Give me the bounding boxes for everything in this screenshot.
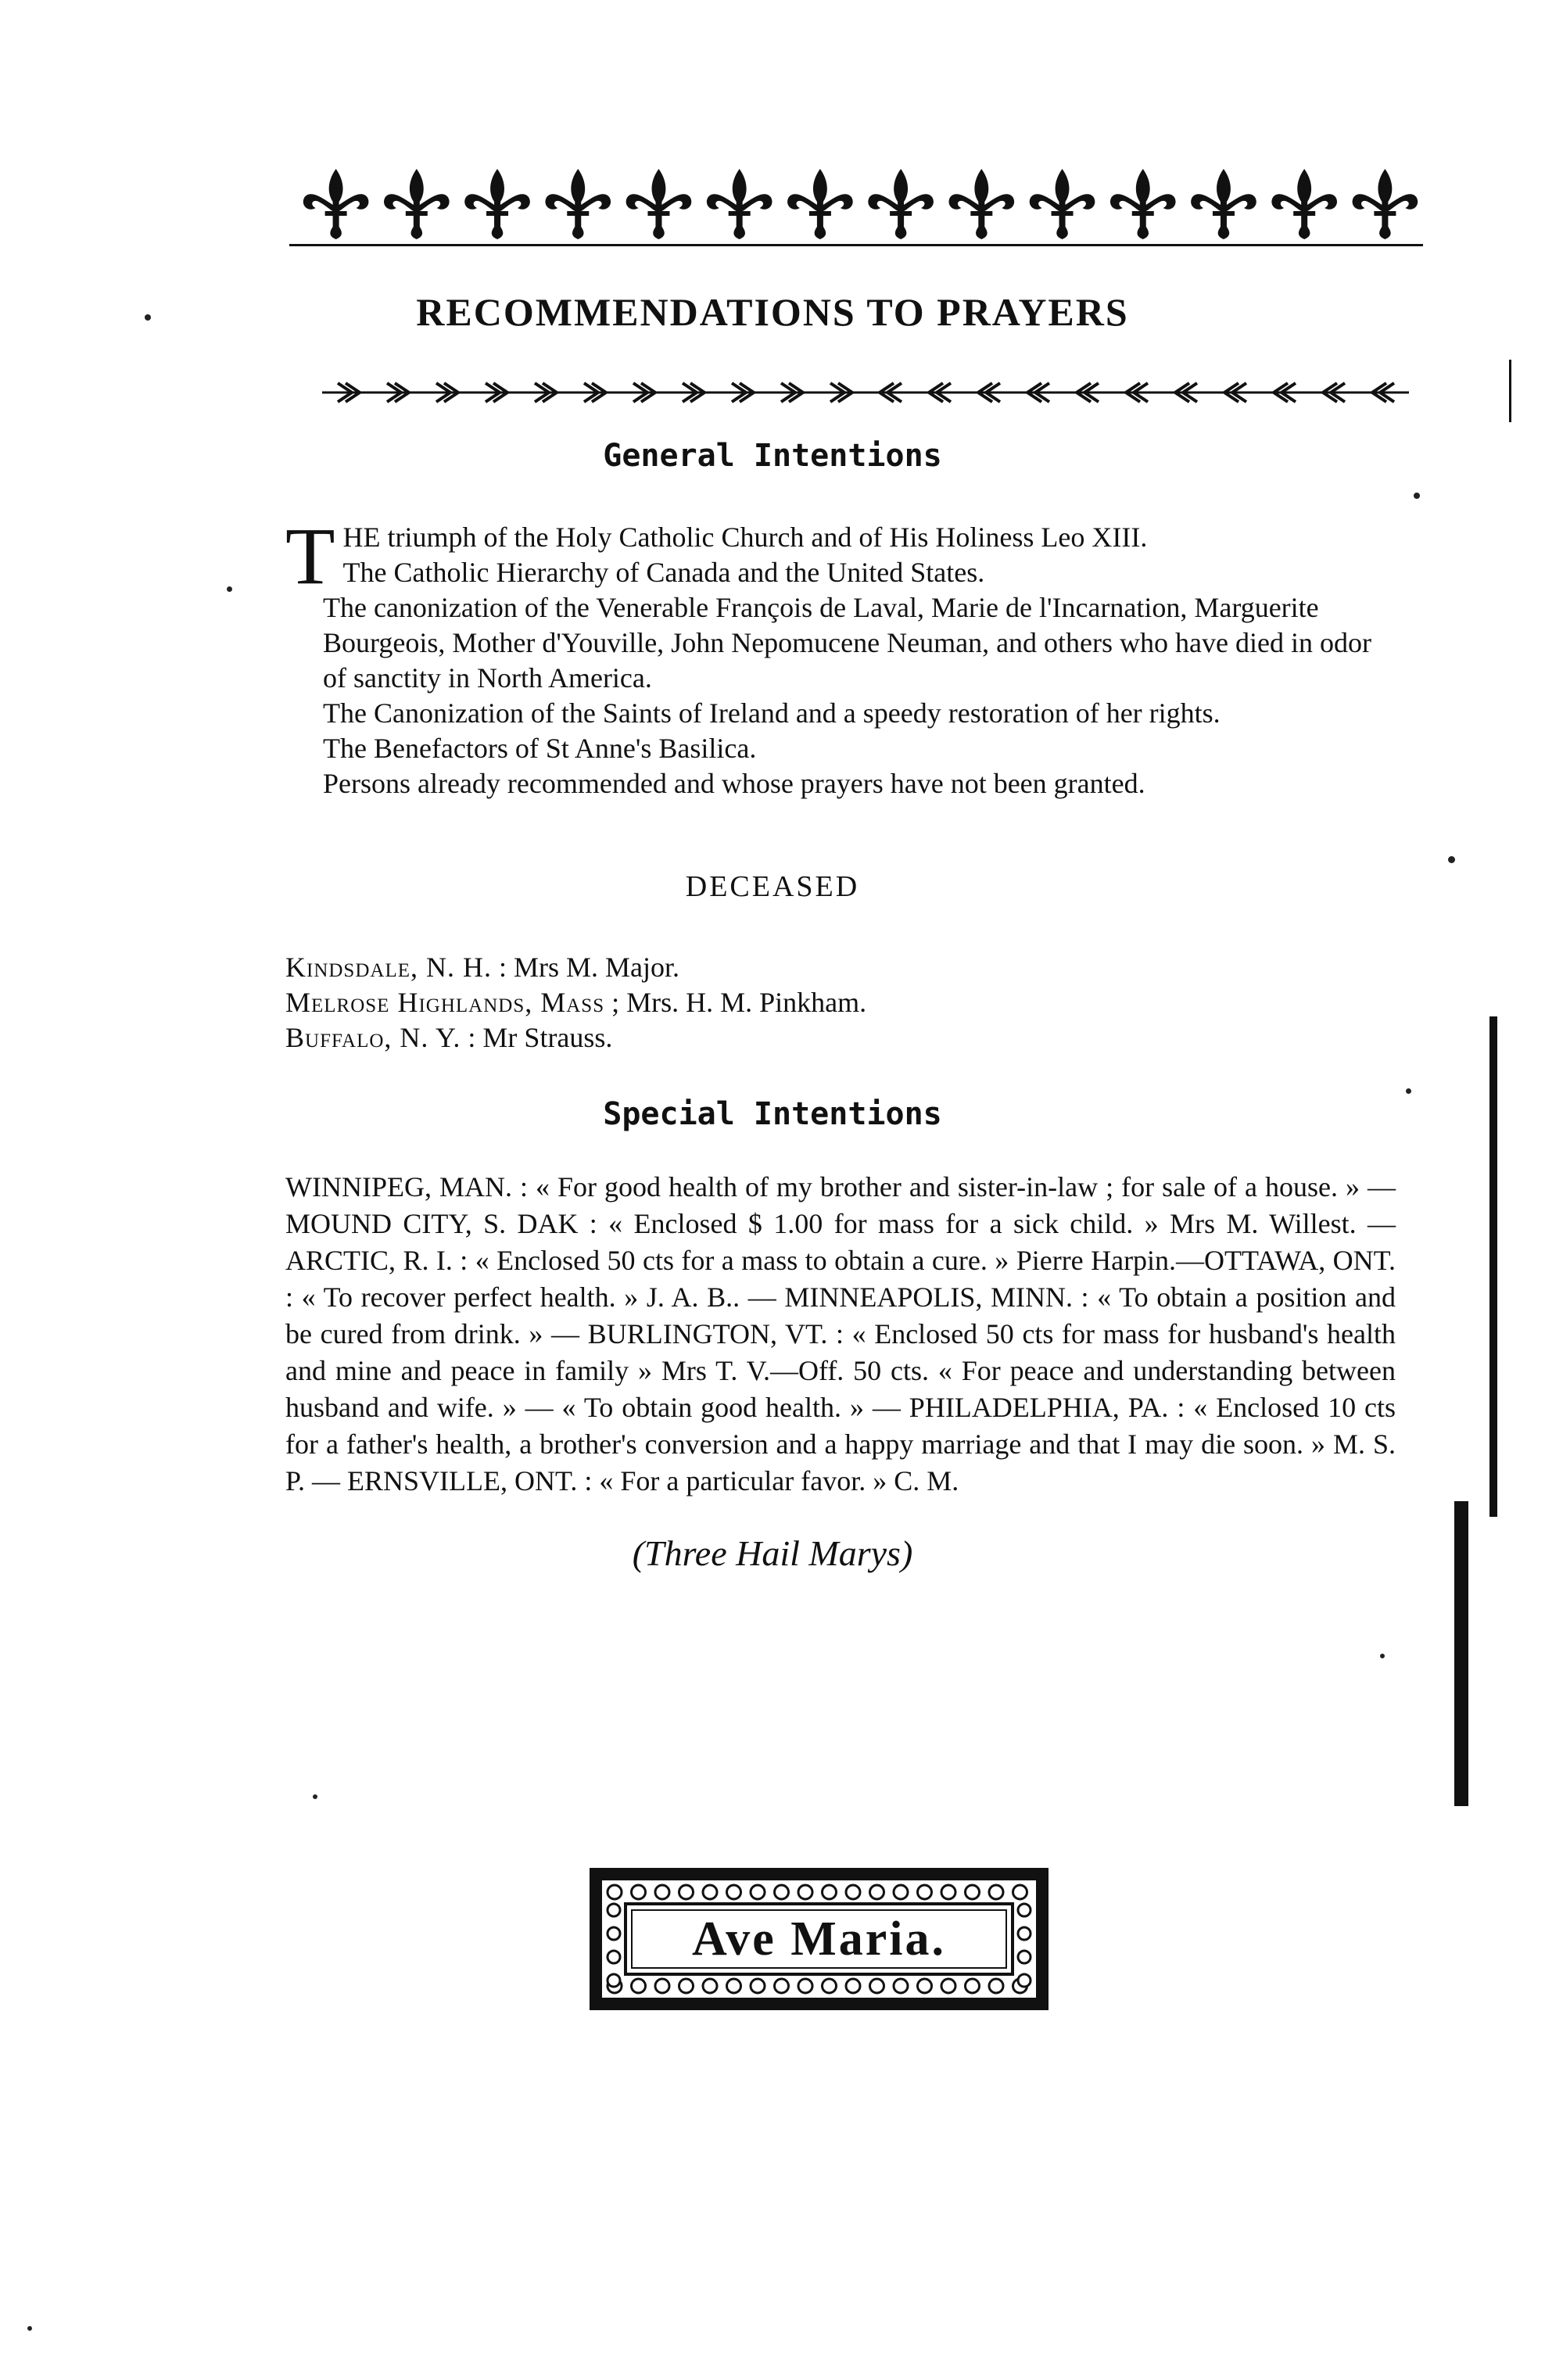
intention-text: The canonization of the Venerable François de Laval, Marie de l'Incarnation, Marguerite Bourgeois, Mother d'Youville, John Nepomucene Neuman, and others who have died in odor of sanctity in North America. xyxy=(323,592,1371,694)
deceased-place: Buffalo, N. Y. xyxy=(285,1022,461,1053)
general-intentions-heading: General Intentions xyxy=(603,438,942,474)
general-intention-item xyxy=(285,590,1396,696)
deceased-heading: DECEASED xyxy=(685,870,860,903)
fleur-de-lis-ornament-band xyxy=(296,164,1425,242)
deceased-entry xyxy=(285,950,1396,985)
ornament-rule xyxy=(289,244,1423,246)
deceased-name: ; Mrs. H. M. Pinkham. xyxy=(611,987,867,1018)
scan-speck xyxy=(145,314,151,321)
fleur-de-lis-icon xyxy=(384,169,450,239)
deceased-entry xyxy=(285,1020,1396,1056)
fleur-de-lis-icon xyxy=(868,169,934,239)
special-intentions-heading: Special Intentions xyxy=(603,1096,942,1132)
scan-speck xyxy=(1448,856,1455,863)
drop-cap: T xyxy=(285,511,335,601)
fleur-de-lis-icon xyxy=(1271,169,1337,239)
closing-line: (Three Hail Marys) xyxy=(632,1533,913,1573)
special-intentions-paragraph: WINNIPEG, MAN. : « For good health of my brother and sister-in-law ; for sale of a house. » — MOUND CITY, S. DAK : « Enclosed $ 1.00 for mass for a sick child. » Mrs M. Willest. — ARCTIC, R. I. : « Enclosed 50 cts for a mass to obtain a cure. » Pierre Harpin.—OTTAWA, ONT. : « To recover perfect health. » J. A. B.. — MINNEAPOLIS, MINN. : « To obtain a position and be cured from drink. » — BURLINGTON, VT. : « Enclosed 50 cts for mass for husband's health and mine and peace in family » Mrs T. V.—Off. 50 cts. « For peace and understanding between husband and wife. » — « To obtain good health. » — PHILADELPHIA, PA. : « Enclosed 10 cts for a father's health, a brother's conversion and a happy marriage and that I may die soon. » M. S. P. — ERNSVILLE, ONT. : « For a particular favor. » C. M. xyxy=(285,1171,1396,1496)
page-title: RECOMMENDATIONS TO PRAYERS xyxy=(416,290,1129,334)
scan-speck xyxy=(1414,493,1420,499)
fleur-de-lis-icon xyxy=(1030,169,1095,239)
scan-speck xyxy=(1380,1654,1385,1658)
deceased-name: : Mr Strauss. xyxy=(468,1022,613,1053)
scan-speck xyxy=(27,2326,32,2331)
deceased-list xyxy=(285,950,1396,1056)
scan-speck xyxy=(313,1794,317,1799)
general-intention-item xyxy=(285,696,1396,731)
margin-shadow xyxy=(1454,1501,1468,1806)
scan-speck xyxy=(1406,1088,1411,1094)
fleur-de-lis-icon xyxy=(1191,169,1256,239)
margin-shadow xyxy=(1489,1016,1497,1517)
fleur-de-lis-icon xyxy=(303,169,369,239)
general-intention-item xyxy=(285,555,1396,590)
fleur-de-lis-icon xyxy=(787,169,853,239)
arrow-divider-ornament xyxy=(322,377,1409,408)
fleur-de-lis-icon xyxy=(1353,169,1418,239)
fleur-de-lis-icon xyxy=(464,169,530,239)
deceased-place: Kindsdale, N. H. xyxy=(285,952,492,983)
plaque-label: Ave Maria. xyxy=(692,1912,946,1966)
fleur-de-lis-icons xyxy=(296,164,1425,242)
general-intentions-list xyxy=(285,511,1396,801)
ave-maria-plaque xyxy=(586,1865,1052,2013)
fleur-de-lis-icon xyxy=(626,169,692,239)
intention-text: HE triumph of the Holy Catholic Church and of His Holiness Leo XIII. xyxy=(342,522,1148,553)
intention-text: The Benefactors of St Anne's Basilica. xyxy=(323,733,757,764)
fleur-de-lis-icon xyxy=(707,169,772,239)
general-intention-item xyxy=(285,731,1396,766)
intention-text: Persons already recommended and whose prayers have not been granted. xyxy=(323,768,1145,799)
fleur-de-lis-icon xyxy=(545,169,611,239)
intention-text: The Catholic Hierarchy of Canada and the United States. xyxy=(342,557,985,588)
intention-text: The Canonization of the Saints of Ireland and a speedy restoration of her rights. xyxy=(323,697,1221,729)
fleur-de-lis-icon xyxy=(949,169,1015,239)
deceased-place: Melrose Highlands, Mass xyxy=(285,987,605,1018)
fleur-de-lis-icon xyxy=(1110,169,1176,239)
general-intention-item xyxy=(285,766,1396,801)
deceased-name: : Mrs M. Major. xyxy=(498,952,679,983)
scan-speck xyxy=(227,586,232,592)
margin-shadow xyxy=(1509,360,1511,422)
deceased-entry xyxy=(285,985,1396,1020)
